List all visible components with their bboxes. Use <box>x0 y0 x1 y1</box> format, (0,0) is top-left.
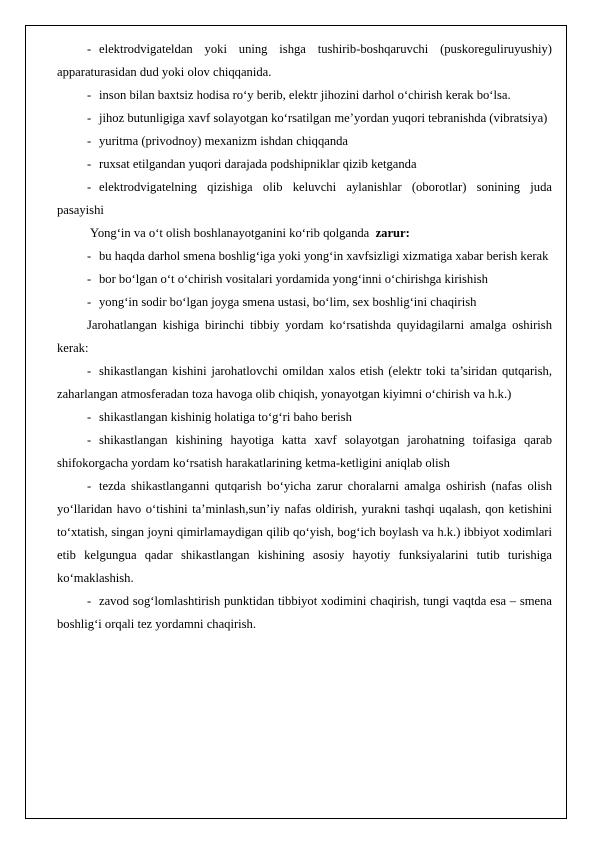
paragraph: Jarohatlangan kishiga birinchi tibbiy yordam ko‘rsatishda quyidagilarni amalga oshirish kerak: <box>57 318 552 355</box>
list-item: - shikastlangan kishining hayotiga katta xavf solayotgan jarohatning toifasiga qarab shifokorgacha yordam ko‘rsatish harakatlarining ketma-ketligini aniqlab olish <box>57 429 552 475</box>
dash-bullet: - <box>87 364 92 378</box>
dash-bullet: - <box>87 111 92 125</box>
list-item: - elektrodvigateldan yoki uning ishga tushirib-boshqaruvchi (puskoreguliruyushiy) apparaturasidan dud yoki olov chiqqanida. <box>57 38 552 84</box>
list-item: - yuritma (privodnoy) mexanizm ishdan chiqqanda <box>57 130 552 153</box>
list-item: - yong‘in sodir bo‘lgan joyga smena ustasi, bo‘lim, sex boshlig‘ini chaqirish <box>57 291 552 314</box>
list-item: - inson bilan baxtsiz hodisa ro‘y berib, elektr jihozini darhol o‘chirish kerak bo‘lsa. <box>57 84 552 107</box>
dash-bullet: - <box>87 249 92 263</box>
dash-bullet: - <box>87 433 92 447</box>
list-item: - tezda shikastlanganni qutqarish bo‘yicha zarur choralarni amalga oshirish (nafas olish yo‘llaridan havo o‘tishini ta’minlash,sun’iy nafas oldirish, yurakni tashqi uqalash, qon ketishini to‘xtatish, singan joyni qimirlamaydigan qilib qo‘yish, bog‘ich boylash va h.k.) ibbiyot xodimlari etib kelgungua qadar shikastlangan kishining asosiy hayotiy funksiyalarini tutib turishiga ko‘maklashish. <box>57 475 552 590</box>
document-body <box>57 38 552 636</box>
list-item: - shikastlangan kishinig holatiga to‘g‘ri baho berish <box>57 406 552 429</box>
dash-bullet: - <box>87 134 92 148</box>
dash-bullet: - <box>87 295 92 309</box>
dash-bullet: - <box>87 410 92 424</box>
list-item: - zavod sog‘lomlashtirish punktidan tibbiyot xodimini chaqirish, tungi vaqtda esa – smena boshlig‘i orqali tez yordamni chaqirish. <box>57 590 552 636</box>
dash-bullet: - <box>87 479 92 493</box>
list-item: - shikastlangan kishini jarohatlovchi omildan xalos etish (elektr toki ta’siridan qutqarish, zaharlangan atmosferadan toza havoga olib chiqish, yonayotgan kiyimni o‘chirish va h.k.) <box>57 360 552 406</box>
dash-bullet: - <box>87 42 92 56</box>
dash-bullet: - <box>87 157 92 171</box>
list-item: - elektrodvigatelning qizishiga olib keluvchi aylanishlar (oborotlar) sonining juda pasayishi <box>57 176 552 222</box>
list-item: - bor bo‘lgan o‘t o‘chirish vositalari yordamida yong‘inni o‘chirishga kirishish <box>57 268 552 291</box>
dash-bullet: - <box>87 594 92 608</box>
list-item: - bu haqda darhol smena boshlig‘iga yoki yong‘in xavfsizligi xizmatiga xabar berish kerak <box>57 245 552 268</box>
list-item: - ruxsat etilgandan yuqori darajada podshipniklar qizib ketganda <box>57 153 552 176</box>
dash-bullet: - <box>87 180 92 194</box>
dash-bullet: - <box>87 272 92 286</box>
dash-bullet: - <box>87 88 92 102</box>
section-heading: Yong‘in va o‘t olish boshlanayotganini ko‘rib qolganda zarur: <box>90 226 410 240</box>
list-item: - jihoz butunligiga xavf solayotgan ko‘rsatilgan me’yordan yuqori tebranishda (vibratsiya) <box>57 107 552 130</box>
